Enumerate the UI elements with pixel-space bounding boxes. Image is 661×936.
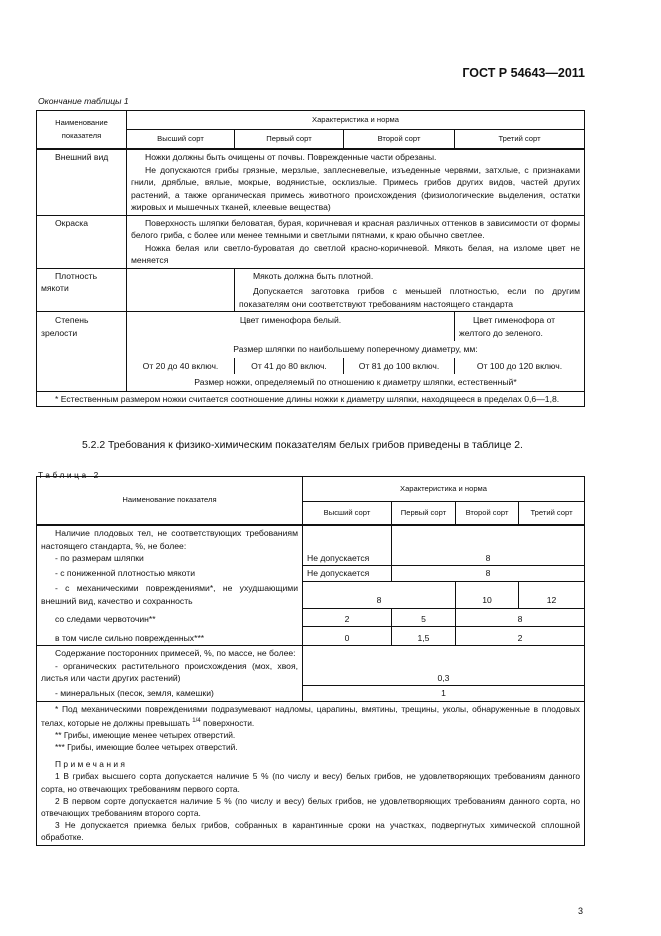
heavy-label: в том числе сильно поврежденных*** <box>37 627 303 646</box>
cap-size-top: От 20 до 40 включ. <box>127 358 235 375</box>
document-code: ГОСТ Р 54643—2011 <box>462 66 585 80</box>
row-label-density: Плотность мякоти <box>37 268 127 312</box>
low-density-label: - с пониженной плотностью мякоти <box>37 566 303 582</box>
header-norm: Характеристика и норма <box>127 111 585 130</box>
row-label-color: Окраска <box>37 215 127 268</box>
hymenophore-white: Цвет гименофора белый. <box>127 312 455 342</box>
color-text-1: Поверхность шляпки беловатая, бурая, коричневая и красная различных оттенков в зависимости от формы белого гриба, с более или менее темными и светлыми пятнами, к краю обычно светлее. <box>131 217 580 240</box>
table-row <box>37 215 585 268</box>
table1-caption: Окончание таблицы 1 <box>38 96 129 106</box>
table-1 <box>36 110 585 407</box>
worm-rest: 8 <box>456 608 585 627</box>
footnote-1-a: * Под механическими повреждениями подразумевают надломы, царапины, вмятины, трещины, уколы, обнаруженные в плодовых телах, которые не должны превышать <box>41 703 580 728</box>
hymenophore-yellow: Цвет гименофора от желтого до зеленого. <box>455 312 585 342</box>
mech-damage-label: - с механическими повреждениями*, не ухудшающими внешний вид, качество и сохранность <box>37 581 303 608</box>
heavy-rest: 2 <box>456 627 585 646</box>
footnote-2: ** Грибы, имеющие менее четырех отверстий. <box>55 729 236 740</box>
footnote-3: *** Грибы, имеющие более четырех отверстий. <box>55 741 238 752</box>
header-norm: Характеристика и норма <box>303 477 585 502</box>
heavy-top: 0 <box>303 627 392 646</box>
note-1: 1 В грибах высшего сорта допускается наличие 5 % (по числу и весу) белых грибов, не удовлетворяющих требованиям данного сорта, но отвечающих требованиям первого сорта. <box>41 771 580 794</box>
cap-size-top: Не допускается <box>303 525 392 566</box>
table1-footnote: * Естественным размером ножки считается соотношение длины ножки к диаметру шляпки, находящееся в пределах 0,6—1,8. <box>37 391 585 407</box>
mech-damage-third: 12 <box>519 581 585 608</box>
footnote-1-b: поверхности. <box>200 717 255 728</box>
table-row <box>37 268 585 312</box>
worm-top: 2 <box>303 608 392 627</box>
header-grade-first: Первый сорт <box>235 130 344 150</box>
fraction: 1/4 <box>192 717 201 724</box>
density-top-grade-empty <box>127 268 235 312</box>
cap-size-second: От 81 до 100 включ. <box>344 358 455 375</box>
row-label-appearance: Внешний вид <box>37 149 127 215</box>
mech-damage-second: 10 <box>456 581 519 608</box>
table-row <box>37 686 585 702</box>
low-density-top: Не допускается <box>303 566 392 582</box>
table-row <box>37 149 585 215</box>
table-row <box>37 608 585 627</box>
header-indicator: Наименование показателя <box>37 477 303 526</box>
table-row <box>37 581 585 608</box>
organic-value: 0,3 <box>303 646 585 686</box>
mineral-value: 1 <box>303 686 585 702</box>
fruit-bodies-intro: Наличие плодовых тел, не соответствующих требованиям настоящего стандарта, %, не более: <box>41 528 298 551</box>
mineral-label: - минеральных (песок, земля, камешки) <box>37 686 303 702</box>
table-row <box>37 566 585 582</box>
color-text-2: Ножка белая или светло-буроватая до светлой красно-коричневой. Мякоть белая, на изломе цвет не меняется <box>131 242 580 265</box>
stem-size: Размер ножки, определяемый по отношению к диаметру шляпки, естественный* <box>127 374 585 391</box>
table-row <box>37 646 585 686</box>
cap-size-rest: 8 <box>392 525 585 566</box>
section-5-2-2: 5.2.2 Требования к физико-химическим показателям белых грибов приведены в таблице 2. <box>82 440 523 451</box>
density-text-1: Мякоть должна быть плотной. <box>253 270 374 281</box>
organic-label: - органических растительного происхождения (мох, хвоя, листья или части других растений) <box>41 660 298 683</box>
header-grade-top: Высший сорт <box>127 130 235 150</box>
low-density-rest: 8 <box>392 566 585 582</box>
notes-title: Примечания <box>55 759 128 770</box>
table-2 <box>36 476 585 846</box>
header-grade-second: Второй сорт <box>456 502 519 526</box>
table-row <box>37 525 585 566</box>
table2-notes <box>37 701 585 845</box>
appearance-text-2: Не допускаются грибы грязные, мерзлые, заплесневелые, изъеденные червями, затхлые, с признаками гнили, дряблые, вялые, мокрые, водянистые, осклизлые. Примесь грибов других видов, частей других растений, а также органическая примесь животного происхождения (физиологические выделения, остатки жировых и мышечных тканей, клеевые вещества) <box>131 164 580 212</box>
note-3: 3 Не допускается приемка белых грибов, собранных в карантинные сроки на участках, подвергнутых химической сплошной обработке. <box>41 820 580 843</box>
header-grade-second: Второй сорт <box>344 130 455 150</box>
density-text-2: Допускается заготовка грибов с меньшей плотностью, если по другим показателям они соответствуют требованиям настоящего стандарта <box>239 286 580 309</box>
header-grade-first: Первый сорт <box>392 502 456 526</box>
note-2: 2 В первом сорте допускается наличие 5 % (по числу и весу) белых грибов, не удовлетворяющих требованиям данного сорта, но отвечающих требованиям второго сорта. <box>41 795 580 818</box>
header-indicator: Наименование показателя <box>37 111 127 150</box>
heavy-first: 1,5 <box>392 627 456 646</box>
header-grade-third: Третий сорт <box>455 130 585 150</box>
table2-label: Таблица 2 <box>38 470 101 480</box>
cap-size-title: Размер шляпки по наибольшему поперечному диаметру, мм: <box>127 341 585 358</box>
page-number: 3 <box>578 906 584 916</box>
worm-label: со следами червоточин** <box>37 608 303 627</box>
cap-size-first: От 41 до 80 включ. <box>235 358 344 375</box>
table-row <box>37 627 585 646</box>
cap-size-third: От 100 до 120 включ. <box>455 358 585 375</box>
mech-damage-top-first: 8 <box>303 581 456 608</box>
row-label-maturity: Степень зрелости <box>37 312 127 392</box>
worm-first: 5 <box>392 608 456 627</box>
header-grade-top: Высший сорт <box>303 502 392 526</box>
cap-size-label: - по размерам шляпки <box>55 553 144 563</box>
impurities-intro: Содержание посторонних примесей, %, по массе, не более: <box>55 648 296 658</box>
table-row <box>37 312 585 342</box>
header-grade-third: Третий сорт <box>519 502 585 526</box>
appearance-text-1: Ножки должны быть очищены от почвы. Поврежденные части обрезаны. <box>145 152 437 162</box>
